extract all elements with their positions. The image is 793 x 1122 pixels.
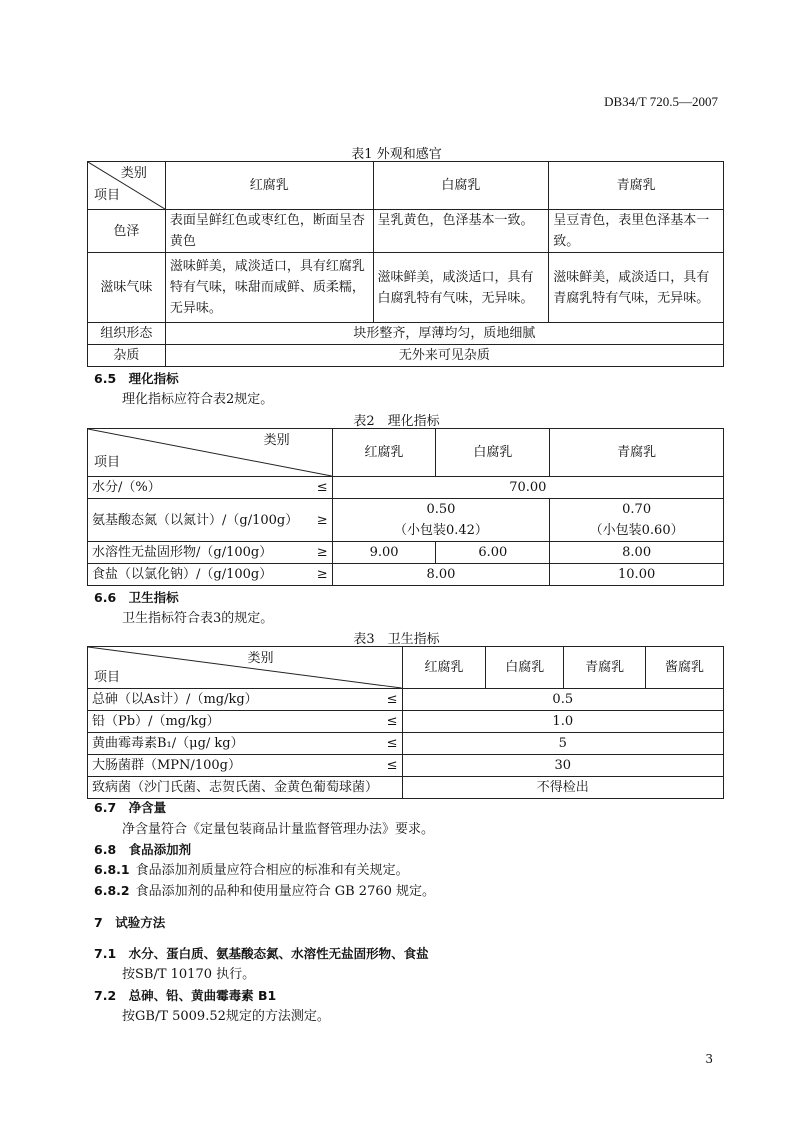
section-6-8-2: 6.8.2 食品添加剂的品种和使用量应符合 GB 2760 规定。 xyxy=(94,883,436,899)
row-label: 食盐（以氯化钠）/（g/100g） ≥ xyxy=(88,564,333,586)
table3-caption: 表3 卫生指标 xyxy=(353,632,440,647)
table-cell: 表面呈鲜红色或枣红色，断面呈杏黄色 xyxy=(165,210,373,253)
row-label: 氨基酸态氮（以氮计）/（g/100g） ≥ xyxy=(88,499,333,542)
table-cell: 6.00 xyxy=(436,542,550,564)
section-6-8-1: 6.8.1 食品添加剂质量应符合相应的标准和有关规定。 xyxy=(94,862,409,878)
table-cell: 8.00 xyxy=(332,564,550,586)
row-label: 总砷（以As计）/（mg/kg） ≤ xyxy=(88,689,403,711)
col-header: 青腐乳 xyxy=(550,429,724,477)
row-label: 铅（Pb）/（mg/kg） ≤ xyxy=(88,711,403,733)
col-header: 白腐乳 xyxy=(373,162,549,210)
section-6-6-text: 卫生指标符合表3的规定。 xyxy=(122,611,274,626)
table-cell: 5 xyxy=(402,733,723,755)
col-header: 红腐乳 xyxy=(332,429,436,477)
corner-item: 项目 xyxy=(94,455,121,470)
table-cell: 滋味鲜美，咸淡适口，具有红腐乳特有气味，味甜而咸鲜、质柔糯，无异味。 xyxy=(165,253,373,323)
table-cell: 呈乳黄色，色泽基本一致。 xyxy=(373,210,549,253)
document-code: DB34/T 720.5—2007 xyxy=(604,94,718,109)
table-cell: 不得检出 xyxy=(402,777,723,799)
merged-cell: 块形整齐，厚薄均匀，质地细腻 xyxy=(165,323,723,345)
section-7: 7 试验方法 xyxy=(94,915,166,930)
table-cell: 8.00 xyxy=(550,542,724,564)
table1 xyxy=(87,161,724,367)
merged-cell: 无外来可见杂质 xyxy=(165,345,723,367)
section-7-1: 7.1 水分、蛋白质、氨基酸态氮、水溶性无盐固形物、食盐 xyxy=(94,946,429,961)
row-label: 水分/（%） ≤ xyxy=(88,477,333,499)
col-header: 白腐乳 xyxy=(436,429,550,477)
col-header: 青腐乳 xyxy=(549,162,724,210)
table1-corner xyxy=(88,162,166,210)
table-cell: 10.00 xyxy=(550,564,724,586)
section-7-2-text: 按GB/T 5009.52规定的方法测定。 xyxy=(122,1009,330,1024)
table2 xyxy=(87,428,724,586)
section-6-7: 6.7 净含量 xyxy=(94,800,167,815)
row-label: 大肠菌群（MPN/100g） ≤ xyxy=(88,755,403,777)
section-6-5: 6.5 理化指标 xyxy=(94,371,179,386)
table-cell: 滋味鲜美，咸淡适口，具有青腐乳特有气味，无异味。 xyxy=(549,253,724,323)
row-label: 杂质 xyxy=(88,345,166,367)
table-cell: 70.00 xyxy=(332,477,723,499)
table-cell: 9.00 xyxy=(332,542,436,564)
table-cell: 滋味鲜美，咸淡适口，具有白腐乳特有气味，无异味。 xyxy=(373,253,549,323)
table3 xyxy=(87,646,724,799)
row-label: 致病菌（沙门氏菌、志贺氏菌、金黄色葡萄球菌） xyxy=(88,777,403,799)
col-header: 红腐乳 xyxy=(402,647,486,689)
table-cell: 0.50 （小包装0.42） xyxy=(332,499,550,542)
col-header: 青腐乳 xyxy=(564,647,646,689)
col-header: 白腐乳 xyxy=(486,647,564,689)
page-number: 3 xyxy=(705,1052,713,1066)
section-7-2: 7.2 总砷、铅、黄曲霉毒素 B1 xyxy=(94,988,277,1003)
row-label: 滋味气味 xyxy=(88,253,166,323)
section-6-6: 6.6 卫生指标 xyxy=(94,590,179,605)
section-6-8: 6.8 食品添加剂 xyxy=(94,842,192,857)
section-7-1-text: 按SB/T 10170 执行。 xyxy=(122,967,256,982)
row-label: 水溶性无盐固形物/（g/100g） ≥ xyxy=(88,542,333,564)
table-cell: 30 xyxy=(402,755,723,777)
table2-corner xyxy=(88,429,333,477)
table-cell: 0.70 （小包装0.60） xyxy=(550,499,724,542)
corner-category: 类别 xyxy=(263,433,290,448)
corner-category: 类别 xyxy=(247,651,274,666)
corner-category: 类别 xyxy=(120,166,147,181)
table-cell: 0.5 xyxy=(402,689,723,711)
table1-caption: 表1 外观和感官 xyxy=(351,147,442,162)
table-cell: 1.0 xyxy=(402,711,723,733)
corner-item: 项目 xyxy=(94,670,121,685)
table3-corner xyxy=(88,647,403,689)
row-label: 黄曲霉毒素B₁/（μg/ kg） ≤ xyxy=(88,733,403,755)
col-header: 酱腐乳 xyxy=(646,647,724,689)
col-header: 红腐乳 xyxy=(165,162,373,210)
row-label: 色泽 xyxy=(88,210,166,253)
section-6-7-text: 净含量符合《定量包装商品计量监督管理办法》要求。 xyxy=(122,822,435,837)
corner-item: 项目 xyxy=(94,188,121,203)
section-6-5-text: 理化指标应符合表2规定。 xyxy=(122,392,274,407)
row-label: 组织形态 xyxy=(88,323,166,345)
table-cell: 呈豆青色，表里色泽基本一致。 xyxy=(549,210,724,253)
table2-caption: 表2 理化指标 xyxy=(353,414,440,429)
